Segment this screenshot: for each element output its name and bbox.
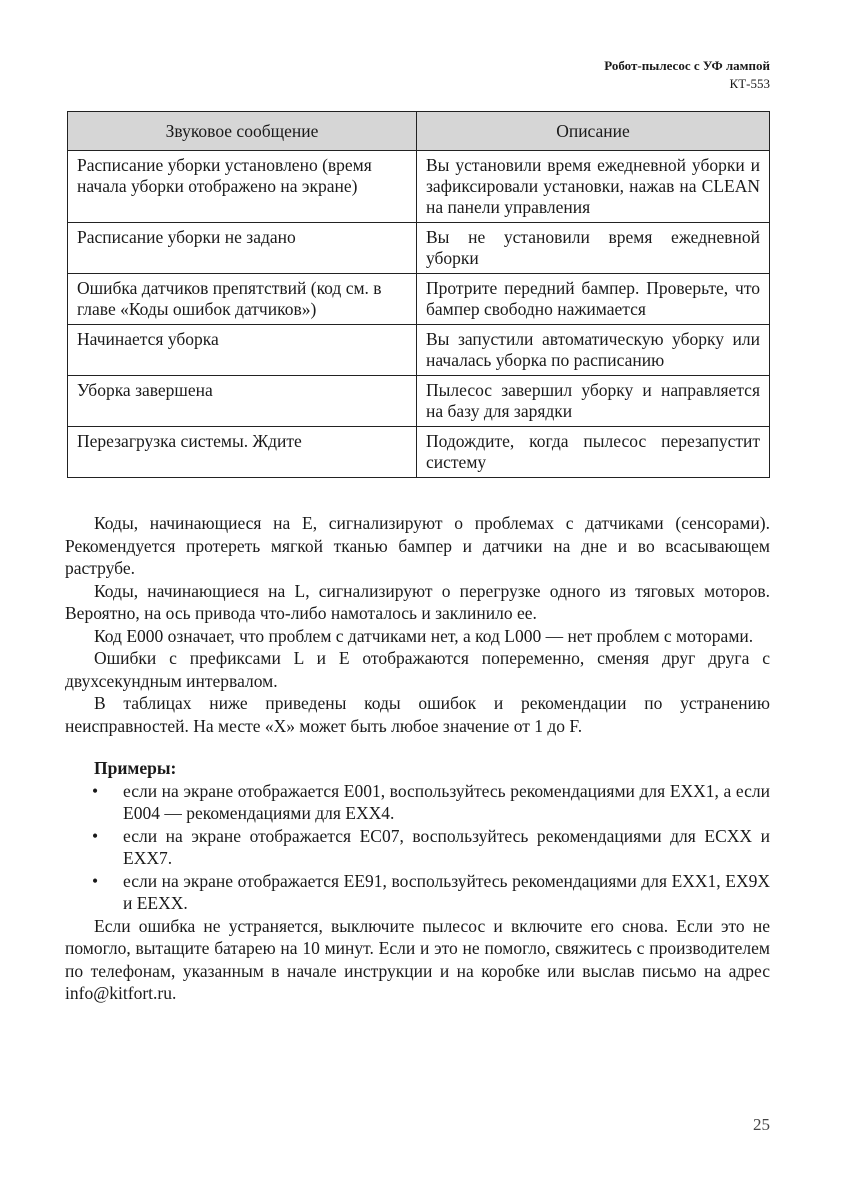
table-row <box>68 427 770 478</box>
paragraph-tables-note: В таблицах ниже приведены коды ошибок и рекомендации по устранению неисправностей. На месте «X» может быть любое значение от 1 до F. <box>65 693 770 736</box>
header-title: Робот-пылесос с УФ лампой <box>604 58 770 73</box>
table-row <box>68 325 770 376</box>
table-cell-description: Вы запустили автоматическую уборку или началась уборка по расписанию <box>417 325 770 376</box>
example-text: если на экране отображается EE91, воспользуйтесь рекомендациями для EXX1, EX9X и EEXX. <box>123 870 770 913</box>
table-cell-description: Пылесос завершил уборку и направляется на базу для зарядки <box>417 376 770 427</box>
list-item <box>65 780 770 825</box>
table-row <box>68 376 770 427</box>
table-row <box>68 223 770 274</box>
column-header-message: Звуковое сообщение <box>68 112 417 151</box>
table-cell-message: Расписание уборки установлено (время начала уборки отображено на экране) <box>68 151 417 223</box>
table-header-row <box>68 112 770 151</box>
paragraph-l-codes: Коды, начинающиеся на L, сигнализируют о перегрузке одного из тяговых моторов. Вероятно, на ось привода что-либо намоталось и заклинило ее. <box>65 580 770 623</box>
column-header-description: Описание <box>417 112 770 151</box>
list-item <box>65 825 770 870</box>
bullet-icon: • <box>92 780 99 801</box>
page-header <box>604 57 770 93</box>
paragraph-e-codes: Коды, начинающиеся на E, сигнализируют о проблемах с датчиками (сенсорами). Рекомендуется протереть мягкой тканью бампер и датчики на дне и во всасывающем раструбе. <box>65 513 770 578</box>
bullet-icon: • <box>92 825 99 846</box>
paragraph-closing: Если ошибка не устраняется, выключите пылесос и включите его снова. Если это не помогло, вытащите батарею на 10 минут. Если и это не помогло, свяжитесь с производителем по телефонам, указанным в начале инструкции и на коробке или выслав письмо на адрес info@kitfort.ru. <box>65 915 770 1003</box>
page-number: 25 <box>753 1115 770 1134</box>
table-cell-message: Уборка завершена <box>68 376 417 427</box>
list-item <box>65 870 770 915</box>
bullet-icon: • <box>92 870 99 891</box>
table-cell-description: Протрите передний бампер. Проверьте, что бампер свободно нажимается <box>417 274 770 325</box>
table-row <box>68 274 770 325</box>
table-cell-message: Ошибка датчиков препятствий (код см. в главе «Коды ошибок датчиков») <box>68 274 417 325</box>
table-cell-description: Вы не установили время ежедневной уборки <box>417 223 770 274</box>
table-cell-description: Подождите, когда пылесос перезапустит систему <box>417 427 770 478</box>
table-cell-message: Начинается уборка <box>68 325 417 376</box>
paragraph-alternating: Ошибки с префиксами L и E отображаются попеременно, сменяя друг друга с двухсекундным интервалом. <box>65 648 770 691</box>
examples-heading: Примеры: <box>94 758 177 778</box>
table-cell-description: Вы установили время ежедневной уборки и зафиксировали установки, нажав на CLEAN на панели управления <box>417 151 770 223</box>
example-text: если на экране отображается EC07, воспользуйтесь рекомендациями для ECXX и EXX7. <box>123 825 770 868</box>
table-cell-message: Перезагрузка системы. Ждите <box>68 427 417 478</box>
main-text <box>65 512 770 1005</box>
sound-messages-table <box>67 111 770 478</box>
examples-list <box>65 780 770 915</box>
paragraph-zero-codes: Код E000 означает, что проблем с датчиками нет, а код L000 — нет проблем с моторами. <box>94 625 754 646</box>
table-row <box>68 151 770 223</box>
example-text: если на экране отображается E001, воспользуйтесь рекомендациями для EXX1, а если E004 — рекомендациями для EXX4. <box>123 780 770 823</box>
table-cell-message: Расписание уборки не задано <box>68 223 417 274</box>
header-model: КТ-553 <box>729 76 770 91</box>
